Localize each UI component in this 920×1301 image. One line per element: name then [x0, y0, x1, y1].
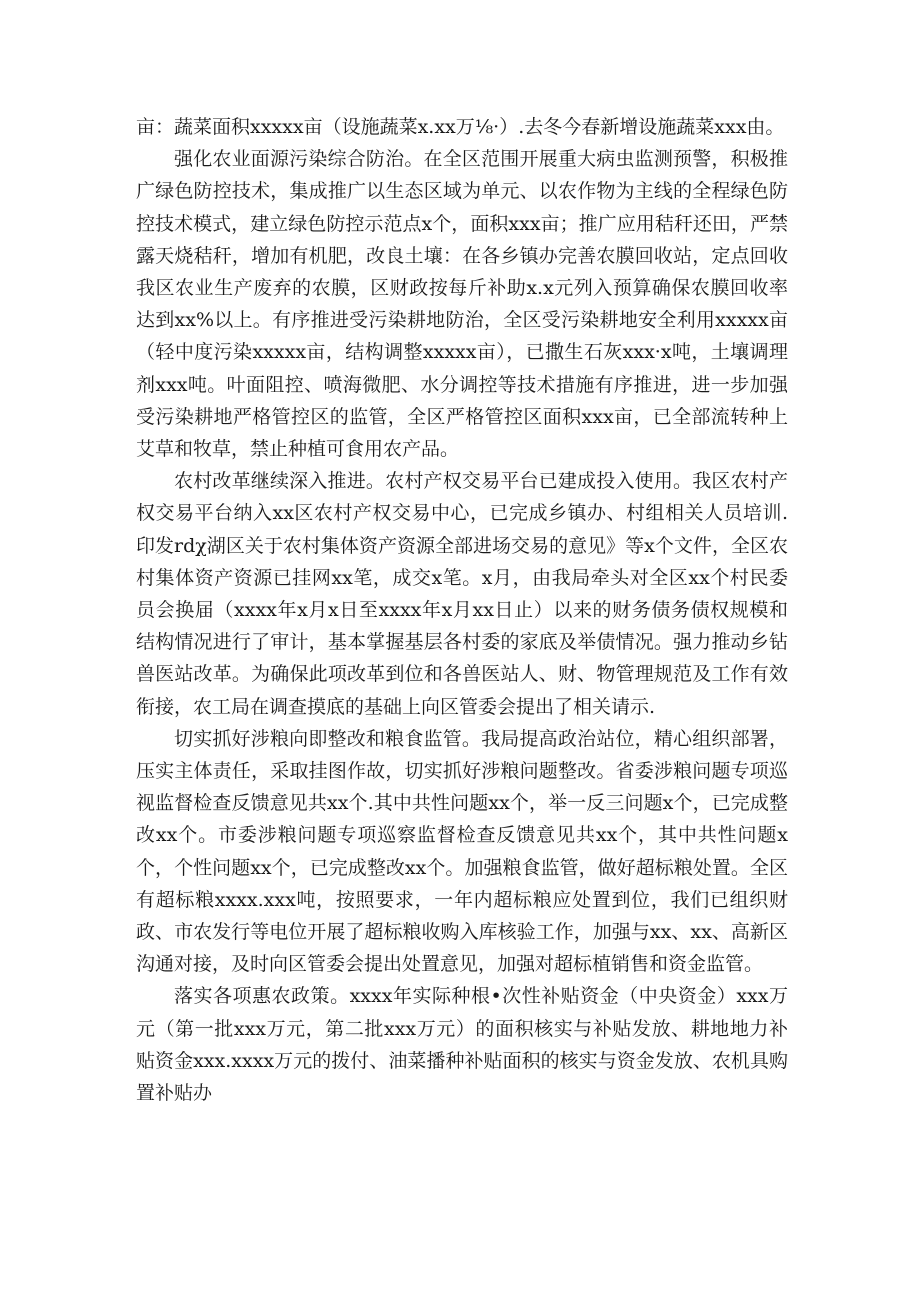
document-page [136, 111, 788, 1109]
paragraph-grain-supervision: 切实抓好涉粮向即整改和粮食监管。我局提高政治站位，精心组织部署，压实主体责任，采取挂图作故，切实抓好涉粮问题整改。省委涉粮问题专项巡视监督检查反馈意见共xx个.其中共性问题xx个，举一反三问题x个，已完成整改xx个。市委涉粮问题专项巡察监督检查反馈意见共xx个，其中共性问题x个，个性问题xx个，已完成整改xx个。加强粮食监管，做好超标粮处置。全区有超标粮xxxx.xxx吨，按照要求，一年内超标粮应处置到位，我们已组织财政、市农发行等电位开展了超标粮收购入库核验工作，加强与xx、xx、高新区沟通对接，及时向区管委会提出处置意见，加强对超标植销售和资金监管。 [136, 727, 788, 976]
paragraph-farm-policies: 落实各项惠农政策。xxxx年实际种根•次性补贴资金（中央资金）xxx万元（第一批xxx万元，第二批xxx万元）的面积核实与补贴发放、耕地地力补贴资金xxx.xxxx万元的拨付、油菜播种补贴面积的核实与资金发放、农机具购置补贴办 [136, 985, 788, 1105]
paragraph-rural-reform: 农村改革继续深入推进。农村产权交易平台已建成投入使用。我区农村产权交易平台纳入xx区农村产权交易中心，已完成乡镇办、村组相关人员培训.印发rdχ湖区关于农村集体资产资源全部进场交易的意见》等x个文件，全区农村集体资产资源已挂网xx笔，成交x笔。x月，由我局牵头对全区xx个村民委员会换届（xxxx年x月x日至xxxx年x月xx日止）以来的财务债务债权规模和结构情况进行了审计，基本掌握基层各村委的家底及举债情况。强力推动乡钻兽医站改革。为确保此项改革到位和各兽医站人、财、物管理规范及工作有效衔接，农工局在调查摸底的基础上向区管委会提出了相关请示. [136, 470, 788, 718]
paragraph-pollution-control: 强化农业面源污染综合防治。在全区范围开展重大病虫监测预警，积极推广绿色防控技术，集成推广以生态区域为单元、以农作物为主线的全程绿色防控技术模式，建立绿色防控示范点x个，面积xxx亩；推广应用秸秆还田，严禁露天烧秸秆，增加有机肥，改良土壤：在各乡镇办完善农膜回收站，定点回收我区农业生产废弃的农膜，区财政按每斤补助x.x元列入预算确保农膜回收率达到xx%以上。有序推进受污染耕地防治，全区受污染耕地安全利用xxxxx亩（轻中度污染xxxxx亩，结构调整xxxxx亩），已撒生石灰xxx·x吨，土壤调理剂xxx吨。叶面阻控、喷海微肥、水分调控等技术措施有序推进，进一步加强受污染耕地严格管控区的监管，全区严格管控区面积xxx亩，已全部流转种上艾草和牧草，禁止种植可食用农产品。 [136, 148, 788, 461]
paragraph-vegetable-area: 亩：蔬菜面积xxxxx亩（设施蔬菜x.xx万⅛·）.去冬今春新增设施蔬菜xxx由。 [136, 116, 785, 138]
